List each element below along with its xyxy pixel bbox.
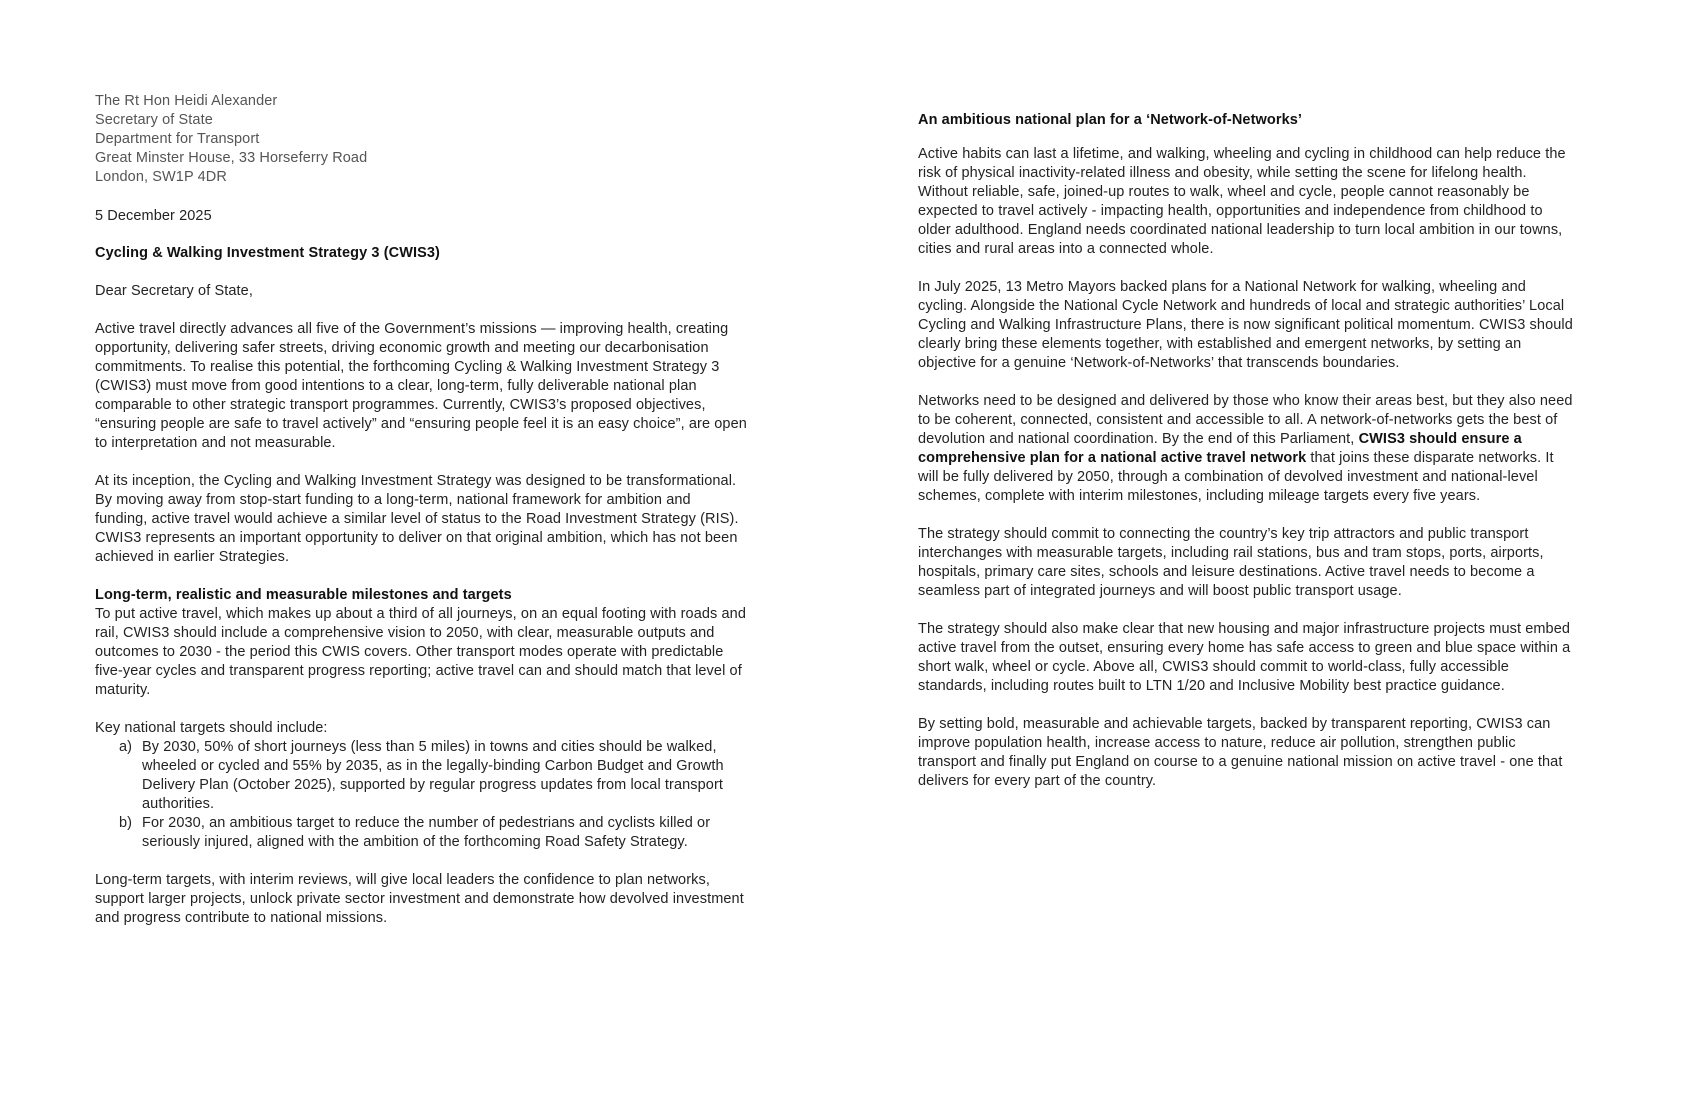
letter-date: 5 December 2025 [95, 208, 212, 224]
salutation: Dear Secretary of State, [95, 283, 253, 299]
paragraph-habits: Active habits can last a lifetime, and walking, wheeling and cycling in childhood can help reduce the risk of physical inactivity-related illness and obesity, while setting the scene for lifelong health. Without reliable, safe, joined-up routes to walk, wheel and cycle, people cannot reasonably be expected to travel actively - impacting health, opportunities and independence from childhood to older adulthood. England needs coordinated national leadership to turn local ambition in our towns, cities and rural areas into a connected whole. [918, 146, 1566, 257]
paragraph-missions: Active travel directly advances all five of the Government’s missions — improving health, creating opportunity, delivering safer streets, driving economic growth and meeting our decarbonisation commitments. To realise this potential, the forthcoming Cycling & Walking Investment Strategy 3 (CWIS3) must move from good intentions to a clear, long-term, fully deliverable national plan comparable to other strategic transport programmes. Currently, CWIS3’s proposed objectives, “ensuring people are safe to travel actively” and “ensuring people feel it is an easy choice”, are open to interpretation and not measurable. [95, 321, 747, 451]
targets-list [95, 738, 747, 852]
target-marker-a: a) [119, 739, 133, 755]
target-item-a [95, 738, 747, 814]
recipient-department: Department for Transport [95, 131, 260, 147]
target-text-a: By 2030, 50% of short journeys (less than 5 miles) in towns and cities should be walked, wheeled or cycled and 55% by 2035, as in the legally-binding Carbon Budget and Growth Delivery Plan (October 2025), supported by regular progress updates from local transport authorities. [142, 739, 724, 812]
paragraph-milestones: To put active travel, which makes up about a third of all journeys, on an equal footing with roads and rail, CWIS3 should include a comprehensive vision to 2050, with clear, measurable outputs and outcomes to 2030 - the period this CWIS covers. Other transport modes operate with predictable five-year cycles and transparent progress reporting; active travel can and should match that level of maturity. [95, 606, 746, 698]
section-heading-milestones: Long-term, realistic and measurable milestones and targets [95, 587, 512, 603]
recipient-title: Secretary of State [95, 112, 213, 128]
paragraph-longterm: Long-term targets, with interim reviews, will give local leaders the confidence to plan networks, support larger projects, unlock private sector investment and demonstrate how devolved investment and progress contribute to national missions. [95, 872, 744, 926]
paragraph-closing: By setting bold, measurable and achievable targets, backed by transparent reporting, CWIS3 can improve population health, increase access to nature, reduce air pollution, strengthen public transport and finally put England on course to a genuine national mission on active travel - one that delivers for every part of the country. [918, 716, 1563, 789]
section-heading-network: An ambitious national plan for a ‘Network-of-Networks’ [918, 112, 1303, 128]
paragraph-inception: At its inception, the Cycling and Walking Investment Strategy was designed to be transformational. By moving away from stop-start funding to a long-term, national framework for ambition and funding, active travel would achieve a similar level of status to the Road Investment Strategy (RIS). CWIS3 represents an important opportunity to deliver on that original ambition, which has not been achieved in earlier Strategies. [95, 473, 739, 565]
paragraph-networks-post: that joins these disparate networks. It will be fully delivered by 2050, through a combination of devolved investment and national-level schemes, complete with interim milestones, including mileage targets every five years. [918, 450, 1554, 504]
paragraph-networks-bold: CWIS3 should ensure a comprehensive plan for a national active travel network [918, 431, 1522, 466]
recipient-city: London, SW1P 4DR [95, 169, 227, 185]
paragraph-housing: The strategy should also make clear that new housing and major infrastructure projects must embed active travel from the outset, ensuring every home has safe access to green and blue space within a short walk, wheel or cycle. Above all, CWIS3 should commit to world-class, fully accessible standards, including routes built to LTN 1/20 and Inclusive Mobility best practice guidance. [918, 621, 1571, 694]
recipient-address-block [95, 92, 747, 187]
target-marker-b: b) [119, 815, 133, 831]
target-item-b [95, 814, 747, 852]
paragraph-interchanges: The strategy should commit to connecting the country’s key trip attractors and public transport interchanges with measurable targets, including rail stations, bus and tram stops, ports, airports, hospitals, primary care sites, schools and leisure destinations. Active travel needs to become a seamless part of integrated journeys and will boost public transport usage. [918, 526, 1544, 599]
targets-intro: Key national targets should include: [95, 720, 328, 736]
recipient-name: The Rt Hon Heidi Alexander [95, 93, 278, 109]
letter-subject: Cycling & Walking Investment Strategy 3 (CWIS3) [95, 245, 440, 261]
paragraph-networks [918, 392, 1576, 506]
letter-page-right [918, 111, 1576, 810]
paragraph-mayors: In July 2025, 13 Metro Mayors backed plans for a National Network for walking, wheeling and cycling. Alongside the National Cycle Network and hundreds of local and strategic authorities’ Local Cycling and Walking Infrastructure Plans, there is now significant political momentum. CWIS3 should clearly bring these elements together, with established and emergent networks, by setting an objective for a genuine ‘Network-of-Networks’ that transcends boundaries. [918, 279, 1573, 371]
target-text-b: For 2030, an ambitious target to reduce the number of pedestrians and cyclists killed or seriously injured, aligned with the ambition of the forthcoming Road Safety Strategy. [142, 815, 711, 850]
letter-page-left [95, 92, 747, 947]
recipient-street: Great Minster House, 33 Horseferry Road [95, 150, 368, 166]
paragraph-networks-pre: Networks need to be designed and delivered by those who know their areas best, but they also need to be coherent, connected, consistent and accessible to all. A network-of-networks gets the best of devolution and national coordination. By the end of this Parliament, [918, 393, 1573, 447]
